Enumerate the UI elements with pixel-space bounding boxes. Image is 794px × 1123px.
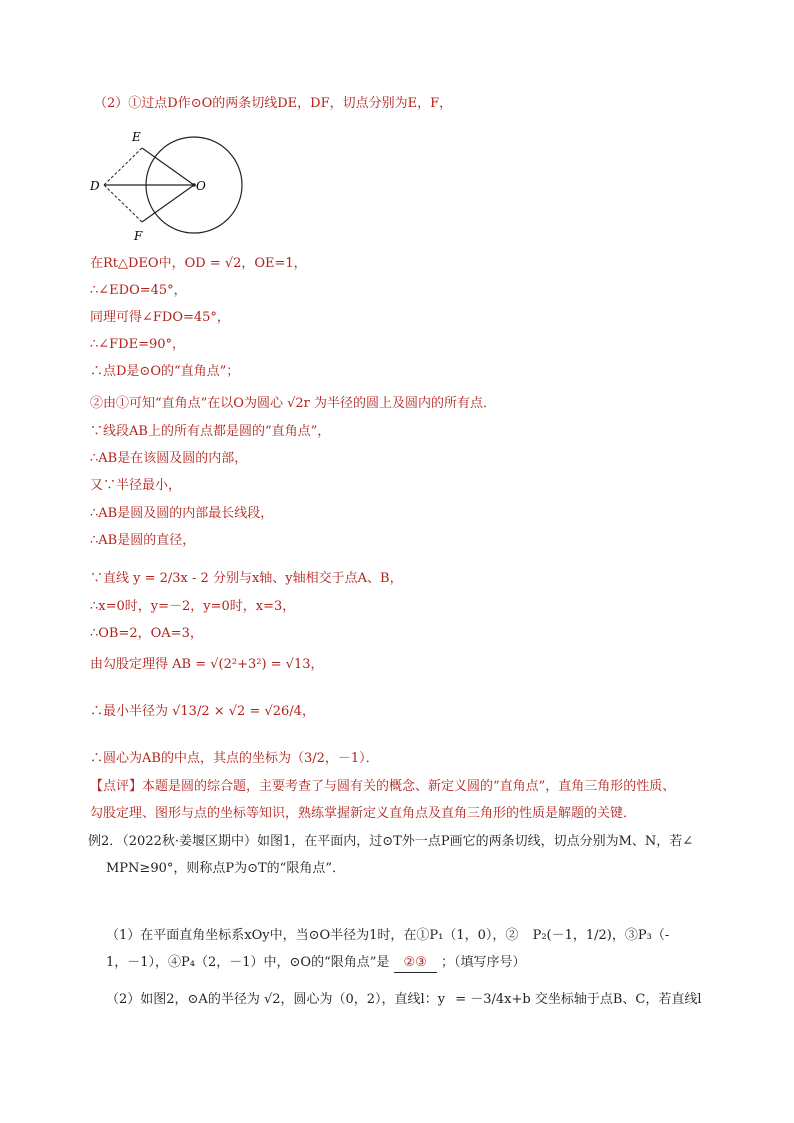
line-2: 在Rt△DEO中，OD = √2，OE=1，	[90, 256, 307, 271]
review-line-2: 勾股定理、图形与点的坐标等知识，熟练掌握新定义直角点及直角三角形的性质是解题的关键．	[90, 806, 637, 821]
line-13: ∵直线 y = 2/3x - 2 分别与x轴、y轴相交于点A、B，	[90, 571, 403, 586]
line-12: ∴AB是圆的直径，	[90, 533, 196, 548]
circle-figure	[86, 124, 256, 244]
line-11: ∴AB是圆及圆的内部最长线段，	[90, 506, 274, 521]
review-tag: 【点评】	[90, 779, 143, 794]
label-f: F	[134, 229, 143, 243]
line-3: ∴∠EDO=45°，	[90, 283, 187, 298]
line-9: ∴AB是在该圆及圆的内部，	[90, 451, 248, 466]
line-14: ∴x=0时，y=－2，y=0时，x=3，	[90, 599, 296, 614]
label-d: D	[90, 179, 100, 193]
line-10: 又∵半径最小，	[90, 478, 182, 493]
question-1-line-2: 1，－1），④P₄（2，－1）中，⊙O的“限角点”是 ②③ ；（填写序号）	[106, 954, 526, 973]
review-line-1: 【点评】本题是圆的综合题，主要考查了与圆有关的概念、新定义圆的“直角点”，直角三角形的性质、	[90, 779, 676, 794]
line-15: ∴OB=2，OA=3，	[90, 626, 203, 641]
line-17: ∴最小半径为 √13/2 × √2 = √26/4，	[90, 704, 315, 719]
question-1-line-1: （1）在平面直角坐标系xOy中，当⊙O半径为1时，在①P₁（1，0），② P₂(－1，1/2)，③P₃（-	[106, 928, 670, 943]
line-18: ∴圆心为AB的中点，其点的坐标为（3/2，－1）．	[90, 751, 379, 766]
line-4: 同理可得∠FDO=45°，	[90, 310, 230, 325]
example-2-line-1: 例2．（2022秋·姜堰区期中）如图1，在平面内，过⊙T外一点P画它的两条切线，切点分别为M、N，若∠	[88, 834, 694, 849]
label-o: O	[196, 179, 206, 193]
answer-blank: ②③	[394, 954, 437, 973]
example-2-line-2: MPN≥90°，则称点P为⊙T的“限角点”．	[106, 861, 345, 876]
question-2-line-1: （2）如图2，⊙A的半径为 √2，圆心为（0，2），直线l：y = －3/4x+b 交坐标轴于点B、C，若直线l	[106, 992, 702, 1007]
line-1: （2）①过点D作⊙O的两条切线DE，DF，切点分别为E，F，	[94, 96, 453, 111]
line-16: 由勾股定理得 AB = √(2²+3²) = √13，	[90, 657, 324, 672]
line-8: ∵线段AB上的所有点都是圆的“直角点”，	[90, 424, 331, 439]
label-e: E	[132, 130, 141, 144]
line-7: ②由①可知“直角点”在以O为圆心 √2r 为半径的圆上及圆内的所有点．	[90, 396, 496, 411]
line-5: ∴∠FDE=90°，	[90, 337, 186, 352]
line-6: ∴点D是⊙O的“直角点”；	[90, 364, 240, 379]
